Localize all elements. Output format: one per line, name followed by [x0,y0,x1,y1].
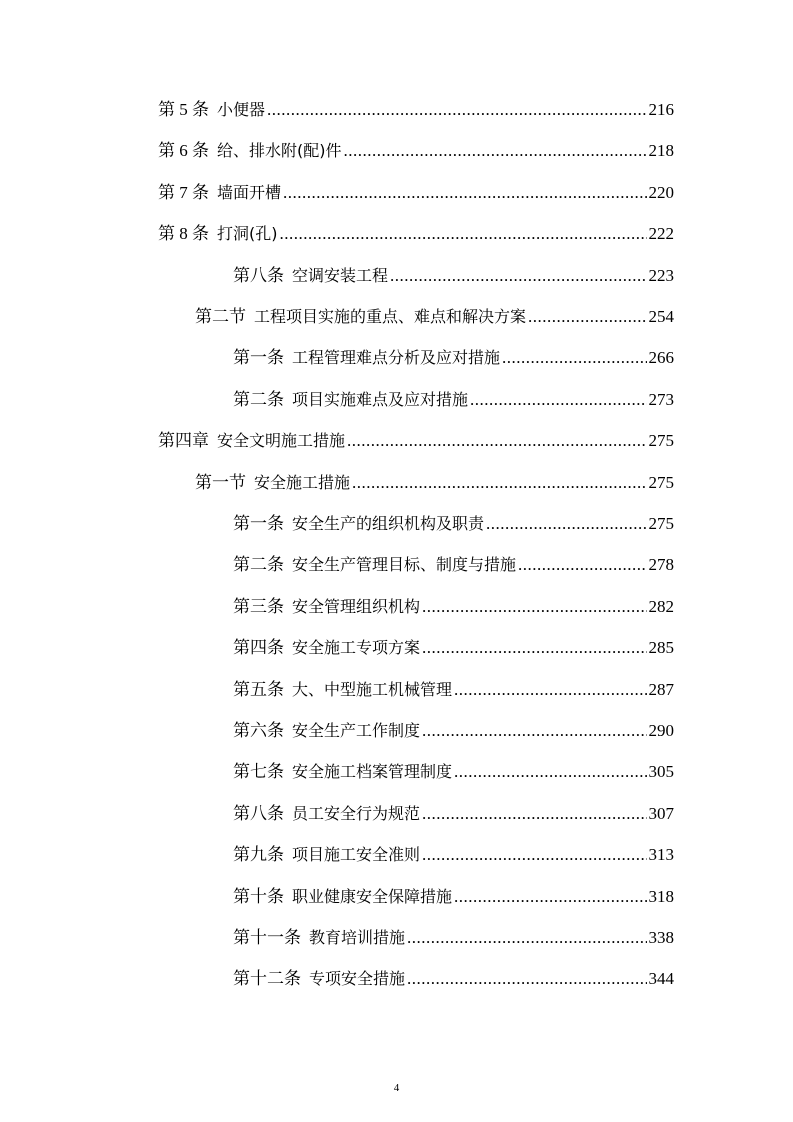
toc-dot-leader [454,760,646,784]
toc-entry[interactable] [233,512,674,536]
toc-entry-number: 第十二条 [233,969,301,988]
toc-entry[interactable] [233,553,674,577]
page-number: 4 [393,1082,400,1094]
toc-entry-page: 216 [648,100,674,119]
toc-entry-title: 安全施工档案管理制度 [292,762,453,781]
toc-entry-title: 专项安全措施 [309,969,406,988]
toc-entry-page: 318 [648,887,674,906]
toc-entry[interactable] [233,926,674,950]
toc-dot-leader [407,926,646,950]
toc-dot-leader [502,346,646,370]
toc-entry-number: 第八条 [233,266,284,285]
toc-entry-number: 第九条 [233,845,284,864]
toc-dot-leader [422,843,646,867]
toc-entry-number: 第十一条 [233,928,301,947]
toc-entry[interactable] [158,429,674,453]
toc-entry-title: 工程项目实施的重点、难点和解决方案 [254,307,527,326]
toc-entry[interactable] [233,967,674,991]
toc-dot-leader [422,636,646,660]
toc-entry[interactable] [233,595,674,619]
toc-entry-title: 给、排水附(配)件 [217,141,342,160]
toc-entry-number: 第六条 [233,721,284,740]
toc-entry-page: 266 [648,348,674,367]
toc-entry-page: 220 [648,183,674,202]
toc-entry[interactable] [233,346,674,370]
toc-entry-title: 打洞(孔) [217,224,278,243]
toc-entry-number: 第四条 [233,638,284,657]
toc-dot-leader [454,885,646,909]
toc-dot-leader [454,678,646,702]
toc-entry[interactable] [233,636,674,660]
toc-entry-title: 大、中型施工机械管理 [292,680,453,699]
toc-entry-title: 空调安装工程 [292,266,389,285]
toc-entry-title: 小便器 [217,100,266,119]
toc-entry[interactable] [233,678,674,702]
toc-entry[interactable] [195,305,674,329]
toc-entry-title: 安全管理组织机构 [292,597,421,616]
toc-dot-leader [422,719,646,743]
toc-entry-title: 安全生产的组织机构及职责 [292,514,485,533]
toc-entry-page: 222 [648,224,674,243]
toc-entry-number: 第 7 条 [158,183,209,202]
toc-dot-leader [422,802,646,826]
toc-entry[interactable] [158,222,674,246]
toc-entry[interactable] [233,843,674,867]
toc-dot-leader [528,305,646,329]
toc-entry-number: 第一条 [233,348,284,367]
toc-entry-page: 313 [648,845,674,864]
toc-entry[interactable] [233,802,674,826]
toc-entry-title: 职业健康安全保障措施 [292,887,453,906]
toc-entry-title: 安全施工专项方案 [292,638,421,657]
toc-entry-title: 墙面开槽 [217,183,282,202]
toc-entry-page: 275 [648,514,674,533]
toc-entry-title: 员工安全行为规范 [292,804,421,823]
toc-entry-number: 第一节 [195,473,246,492]
toc-entry[interactable] [158,139,674,163]
toc-entry-page: 287 [648,680,674,699]
toc-dot-leader [518,553,646,577]
toc-entry[interactable] [158,181,674,205]
toc-dot-leader [352,471,646,495]
toc-entry-title: 教育培训措施 [309,928,406,947]
toc-entry-number: 第 5 条 [158,100,209,119]
toc-dot-leader [422,595,646,619]
toc-entry-page: 275 [648,473,674,492]
toc-dot-leader [470,388,646,412]
toc-entry-page: 275 [648,431,674,450]
toc-entry-title: 工程管理难点分析及应对措施 [292,348,501,367]
toc-entry-page: 254 [648,307,674,326]
toc-entry-number: 第二条 [233,555,284,574]
toc-entry[interactable] [158,98,674,122]
toc-entry-title: 安全生产管理目标、制度与措施 [292,555,517,574]
toc-entry-page: 285 [648,638,674,657]
toc-entry-page: 273 [648,390,674,409]
toc-entry-number: 第七条 [233,762,284,781]
toc-entry[interactable] [233,719,674,743]
toc-entry-number: 第五条 [233,680,284,699]
toc-entry-page: 344 [648,969,674,988]
toc-entry-title: 安全施工措施 [254,473,351,492]
toc-entry[interactable] [233,264,674,288]
toc-entry-number: 第四章 [158,431,209,450]
toc-entry-page: 305 [648,762,674,781]
toc-entry-number: 第 8 条 [158,224,209,243]
toc-entry-number: 第一条 [233,514,284,533]
toc-dot-leader [407,967,646,991]
toc-entry-page: 223 [648,266,674,285]
toc-dot-leader [390,264,646,288]
toc-entry[interactable] [233,388,674,412]
toc-entry-page: 290 [648,721,674,740]
toc-entry-number: 第八条 [233,804,284,823]
toc-dot-leader [267,98,646,122]
toc-entry[interactable] [233,760,674,784]
toc-entry-number: 第 6 条 [158,141,209,160]
toc-dot-leader [283,181,646,205]
toc-dot-leader [486,512,646,536]
toc-entry[interactable] [233,885,674,909]
toc-entry-number: 第三条 [233,597,284,616]
toc-entry-page: 278 [648,555,674,574]
toc-entry-title: 安全文明施工措施 [217,431,346,450]
toc-entry-title: 项目实施难点及应对措施 [292,390,469,409]
toc-entry[interactable] [195,471,674,495]
toc-entry-page: 338 [648,928,674,947]
toc-entry-title: 安全生产工作制度 [292,721,421,740]
toc-dot-leader [280,222,647,246]
toc-entry-number: 第十条 [233,887,284,906]
toc-dot-leader [344,139,647,163]
toc-dot-leader [347,429,646,453]
toc-entry-title: 项目施工安全准则 [292,845,421,864]
toc-entry-page: 282 [648,597,674,616]
toc-entry-page: 218 [648,141,674,160]
toc-entry-page: 307 [648,804,674,823]
toc-entry-number: 第二条 [233,390,284,409]
toc-entry-number: 第二节 [195,307,246,326]
